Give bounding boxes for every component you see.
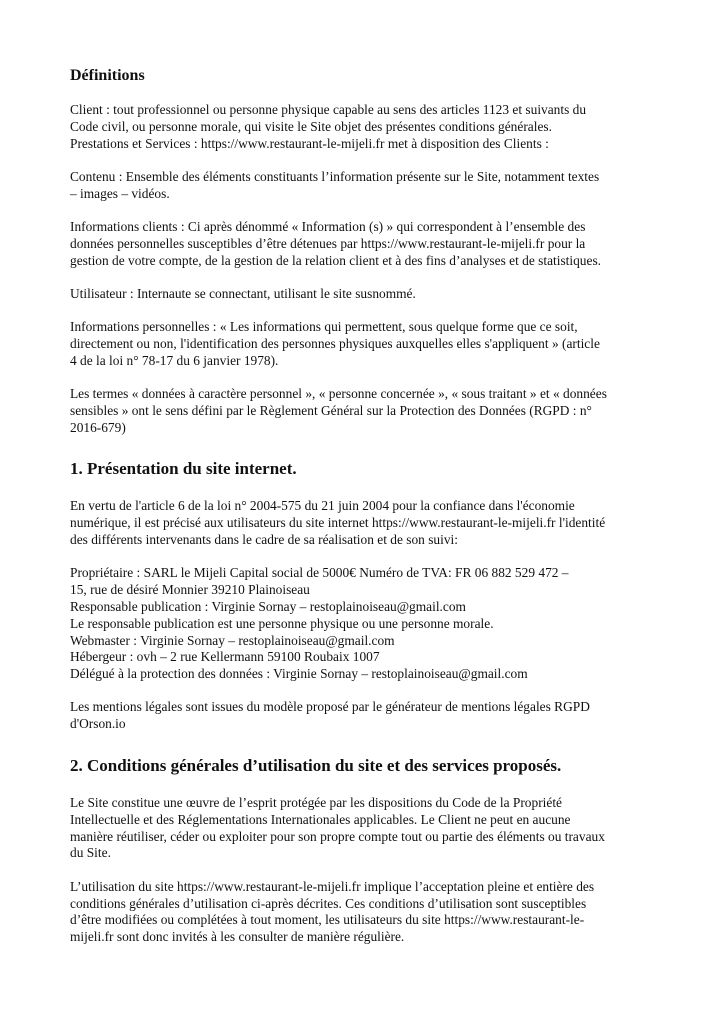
text-line: – images – vidéos. [70, 185, 170, 201]
text-line: Délégué à la protection des données : Virginie Sornay – restoplainoiseau@gmail.com [70, 666, 528, 682]
text-line: Client : tout professionnel ou personne physique capable au sens des articles 1123 et suivants du [70, 102, 587, 117]
text-line: Prestations et Services : https://www.restaurant-le-mijeli.fr met à disposition des Clients : [70, 135, 549, 151]
paragraph-contenu [70, 169, 658, 203]
text-line: 2016-679) [70, 419, 126, 435]
paragraph-utilisation-site [70, 879, 658, 946]
text-line: gestion de votre compte, de la gestion de la relation client et à des fins d’analyses et de statistiques. [70, 252, 602, 268]
paragraph-termes-rgpd [70, 386, 658, 436]
text-line: directement ou non, l'identification des personnes physiques auxquelles elles s'appliquent » (article [70, 335, 600, 351]
text-line: 15, rue de désiré Monnier 39210 Plainoiseau [70, 582, 310, 598]
text-line: données personnelles susceptibles d’être détenues par https://www.restaurant-le-mijeli.fr pour la [70, 235, 586, 251]
paragraph-intervenants [70, 565, 658, 683]
text-line: Webmaster : Virginie Sornay – restoplainoiseau@gmail.com [70, 632, 395, 648]
text-line: Les mentions légales sont issues du modèle proposé par le générateur de mentions légales RGPD [70, 699, 590, 715]
section-2-heading: 2. Conditions générales d’utilisation du site et des services proposés. [70, 756, 562, 776]
paragraph-informations-clients [70, 219, 658, 269]
text-line: Hébergeur : ovh – 2 rue Kellermann 59100 Roubaix 1007 [70, 649, 380, 665]
text-line: d’être modifiées ou complétées à tout moment, les utilisateurs du site https://www.restaurant-le- [70, 912, 585, 928]
text-line: Propriétaire : SARL le Mijeli Capital social de 5000€ Numéro de TVA: FR 06 882 529 472 – [70, 565, 569, 581]
paragraph-informations-personnelles [70, 319, 658, 369]
text-line: Informations clients : Ci après dénommé « Information (s) » qui correspondent à l’ensemble des [70, 218, 586, 234]
text-line: En vertu de l'article 6 de la loi n° 2004-575 du 21 juin 2004 pour la confiance dans l'économie [70, 498, 575, 514]
paragraph-propriete-intellectuelle [70, 795, 658, 862]
text-line: manière réutiliser, céder ou exploiter pour son propre compte tout ou partie des éléments ou travaux [70, 828, 605, 844]
text-line: sensibles » ont le sens défini par le Règlement Général sur la Protection des Données (RGPD : n° [70, 402, 592, 418]
text-line: Intellectuelle et des Réglementations Internationales applicables. Le Client ne peut en aucune [70, 811, 571, 827]
text-line: L’utilisation du site https://www.restaurant-le-mijeli.fr implique l’acceptation pleine et entière des [70, 878, 595, 894]
text-line: Informations personnelles : « Les informations qui permettent, sous quelque forme que ce soit, [70, 319, 578, 335]
text-line: du Site. [70, 845, 111, 861]
paragraph-client [70, 102, 658, 152]
paragraph-utilisateur [70, 286, 658, 303]
text-line: Code civil, ou personne morale, qui visite le Site objet des présentes conditions générales. [70, 118, 552, 134]
text-line: Utilisateur : Internaute se connectant, utilisant le site susnommé. [70, 285, 416, 301]
text-line: Contenu : Ensemble des éléments constituants l’information présente sur le Site, notamment textes [70, 168, 600, 184]
definitions-heading: Définitions [70, 67, 145, 84]
text-line: 4 de la loi n° 78-17 du 6 janvier 1978). [70, 352, 279, 368]
paragraph-mentions-legales [70, 699, 658, 733]
paragraph-presentation [70, 498, 658, 548]
text-line: d'Orson.io [70, 716, 126, 732]
text-line: conditions générales d’utilisation ci-après décrites. Ces conditions d’utilisation sont susceptibles [70, 895, 587, 911]
text-line: des différents intervenants dans le cadre de sa réalisation et de son suivi: [70, 532, 458, 548]
section-1-heading: 1. Présentation du site internet. [70, 459, 297, 479]
text-line: Responsable publication : Virginie Sornay – restoplainoiseau@gmail.com [70, 598, 466, 614]
text-line: mijeli.fr sont donc invités à les consulter de manière régulière. [70, 929, 405, 945]
text-line: Le Site constitue une œuvre de l’esprit protégée par les dispositions du Code de la Propriété [70, 795, 562, 811]
text-line: Le responsable publication est une personne physique ou une personne morale. [70, 615, 494, 631]
text-line: Les termes « données à caractère personnel », « personne concernée », « sous traitant » et « données [70, 386, 607, 402]
text-line: numérique, il est précisé aux utilisateurs du site internet https://www.restaurant-le-mijeli.fr l'identité [70, 515, 606, 531]
